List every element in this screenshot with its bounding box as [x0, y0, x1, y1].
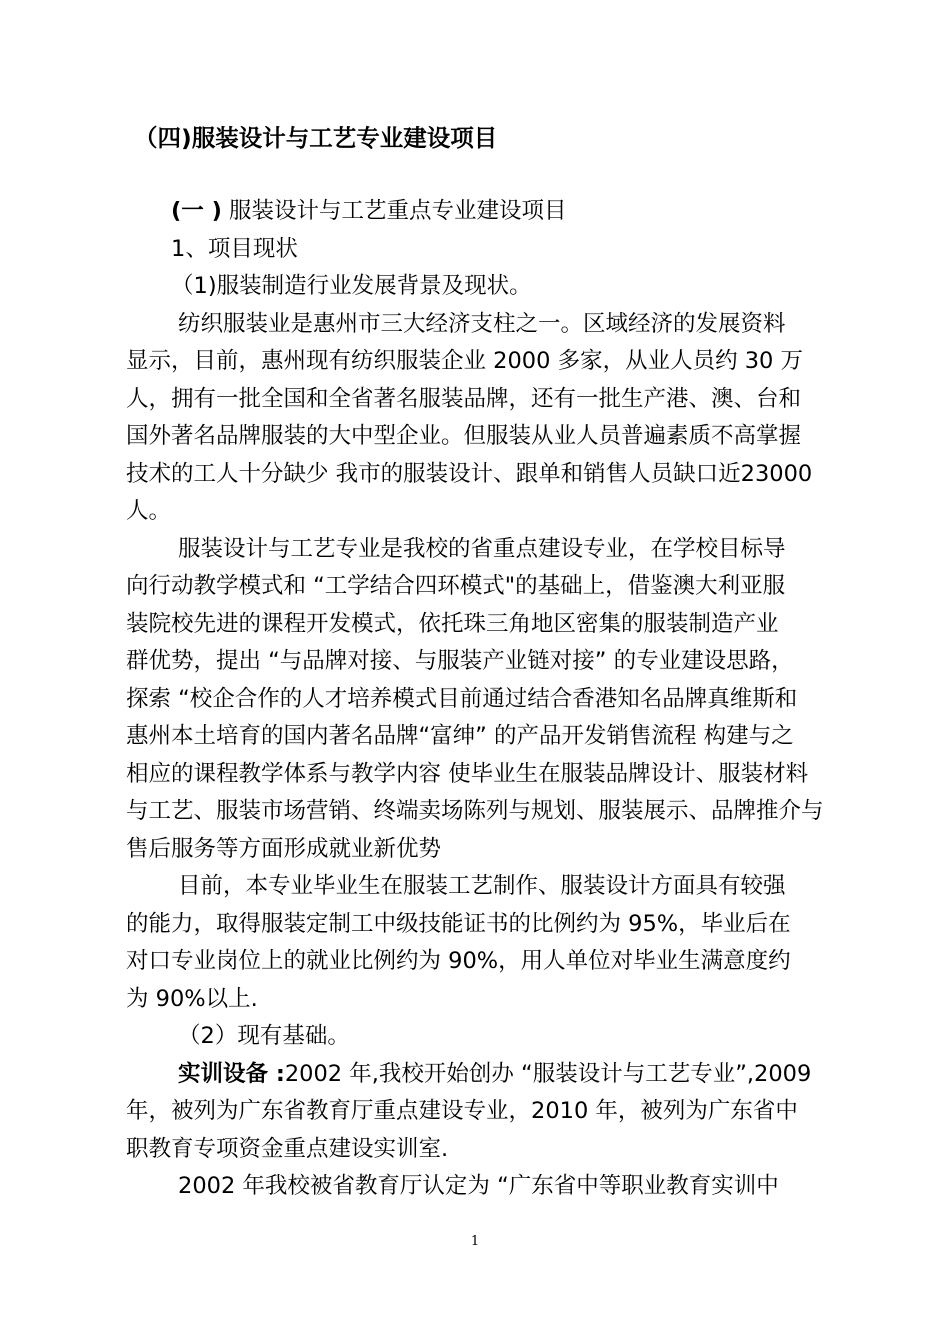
bold-lead-label: 实训设备 : [178, 1060, 285, 1087]
paragraph-line: 售后服务等方面形成就业新优势 [126, 835, 442, 862]
paragraph-line: 职教育专项资金重点建设实训室. [126, 1135, 449, 1162]
section-heading-number: (一 ) [171, 198, 222, 224]
paragraph-line: 年，被列为广东省教育厅重点建设专业，2010 年，被列为广东省中 [126, 1098, 798, 1124]
paragraph-line: 人。 [126, 498, 172, 524]
page-number: 1 [470, 1234, 480, 1249]
page-title: （四)服装设计与工艺专业建设项目 [134, 124, 498, 152]
paragraph-line: 装院校先进的课程开发模式，依托珠三角地区密集的服装制造产业 [126, 610, 779, 637]
paragraph-line: 惠州本土培育的国内著名品牌“富绅” 的产品开发销售流程 构建与之 [126, 723, 794, 749]
paragraph-line: 对口专业岗位上的就业比例约为 90%，用人单位对毕业生满意度约 [126, 948, 791, 974]
paragraph-line: 为 90%以上. [126, 985, 258, 1012]
paragraph-line [126, 1056, 871, 1094]
paragraph-line: 技术的工人十分缺少 我市的服装设计、跟单和销售人员缺口近23000 [126, 460, 813, 487]
section-heading-text: 服装设计与工艺重点专业建设项目 [221, 198, 567, 224]
paragraph-line: 的能力，取得服装定制工中级技能证书的比例约为 95%，毕业后在 [126, 910, 791, 937]
paragraph-line: 纺织服装业是惠州市三大经济支柱之一。区域经济的发展资料 [178, 310, 786, 337]
item-heading: 1、项目现状 [171, 235, 298, 262]
paragraph-line: 人，拥有一批全国和全省著名服装品牌，还有一批生产港、澳、台和 [126, 385, 802, 412]
section-heading [126, 193, 871, 231]
paragraph-line: 目前，本专业毕业生在服装工艺制作、服装设计方面具有较强 [178, 873, 786, 899]
subitem-heading: （1)服装制造行业发展背景及现状。 [171, 273, 532, 299]
paragraph-text: 2002 年,我校开始创办 “服装设计与工艺专业”,2009 [284, 1060, 812, 1087]
paragraph-line: 服装设计与工艺专业是我校的省重点建设专业，在学校目标导 [178, 535, 786, 562]
paragraph-line: 与工艺、服装市场营销、终端卖场陈列与规划、服装展示、品牌推介与 [126, 798, 824, 824]
paragraph-line: 相应的课程教学体系与教学内容 使毕业生在服装品牌设计、服装材料 [126, 760, 809, 787]
paragraph-line: 群优势，提出 “与品牌对接、与服装产业链对接” 的专业建设思路， [126, 648, 794, 674]
paragraph-line: 显示，目前，惠州现有纺织服装企业 2000 多家，从业人员约 30 万 [126, 348, 804, 374]
paragraph-line: 国外著名品牌服装的大中型企业。但服装从业人员普遍素质不高掌握 [126, 423, 802, 449]
paragraph-line: 2002 年我校被省教育厅认定为 “广东省中等职业教育实训中 [178, 1173, 779, 1199]
subitem-heading: （2）现有基础。 [178, 1023, 350, 1049]
paragraph-line: 探索 “校企合作的人才培养模式目前通过结合香港知名品牌真维斯和 [126, 685, 798, 712]
document-body [126, 118, 871, 1206]
paragraph-line: 向行动教学模式和 “工学结合四环模式"的基础上，借鉴澳大利亚服 [126, 573, 786, 599]
